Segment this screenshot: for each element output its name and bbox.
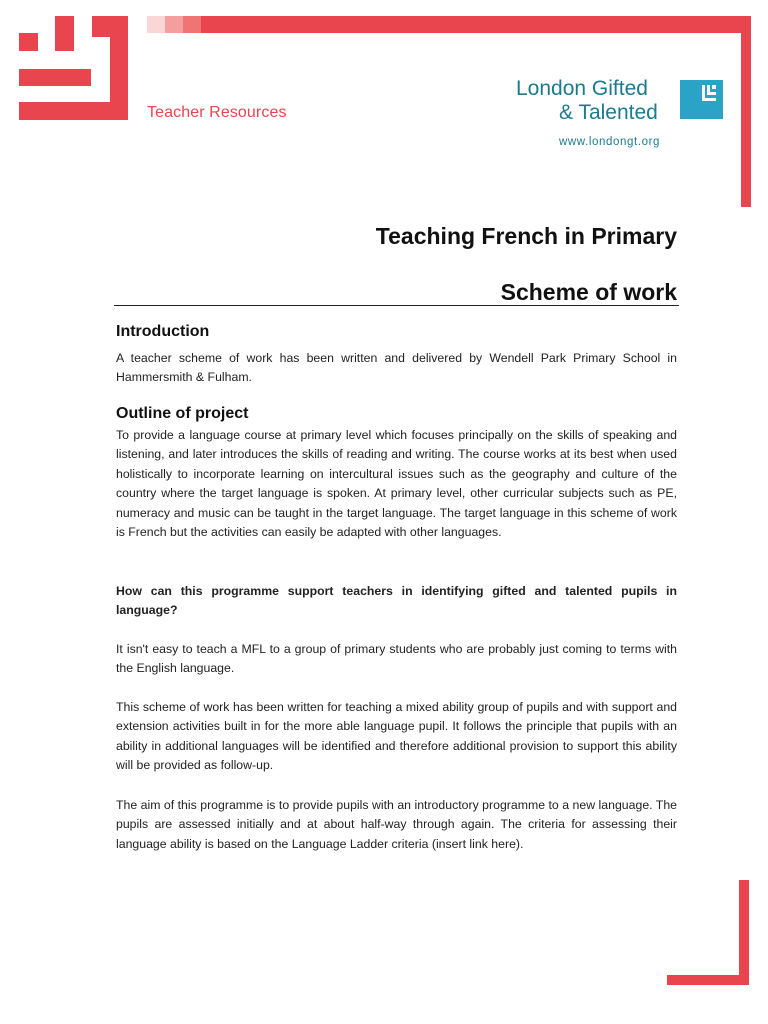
outline-heading: Outline of project [116,405,249,422]
outline-text: To provide a language course at primary level which focuses principally on the skills of speaking and listening, and later introduces the skills of reading and writing. The course works at its best when used holistically to incorporate learning on intercultural issues such as the geography and culture of the country where the target language is spoken. At primary level, other curricular subjects such as PE, numeracy and music can be taught in the target language. The target language in this scheme of work is French but the activities can easily be adapted with other languages. [116,428,677,540]
document-subtitle: Scheme of work [500,279,677,305]
brand-url-link[interactable]: www.londongt.org [559,136,661,148]
brand-name-line2: & Talented [559,101,658,124]
title-divider [114,305,679,306]
introduction-heading: Introduction [116,323,210,340]
paragraph-scheme: This scheme of work has been written for teaching a mixed ability group of pupils and with support and extension activities built in for the more able language pupil. It follows the principle that pupils with an ability in additional languages will be identified and therefore additional provision to support this ability will be provided as follow-up. [116,700,677,773]
brand-logo-icon [680,80,723,119]
introduction-text: A teacher scheme of work has been written and delivered by Wendell Park Primary School in Hammersmith & Fulham. [116,351,677,385]
brand-name-line1: London Gifted [516,77,648,100]
brand-logo-svg [680,80,723,119]
paragraph-aim: The aim of this programme is to provide pupils with an introductory programme to a new language. The pupils are assessed initially and at about half-way through again. The criteria for assessing their language ability is based on the Language Ladder criteria (insert link here). [116,798,677,851]
paragraph-mfl: It isn't easy to teach a MFL to a group of primary students who are probably just coming to terms with the English language. [116,642,677,676]
document-title: Teaching French in Primary [375,223,677,249]
section-label: Teacher Resources [147,104,287,121]
gifted-question: How can this programme support teachers in identifying gifted and talented pupils in language? [116,584,677,618]
